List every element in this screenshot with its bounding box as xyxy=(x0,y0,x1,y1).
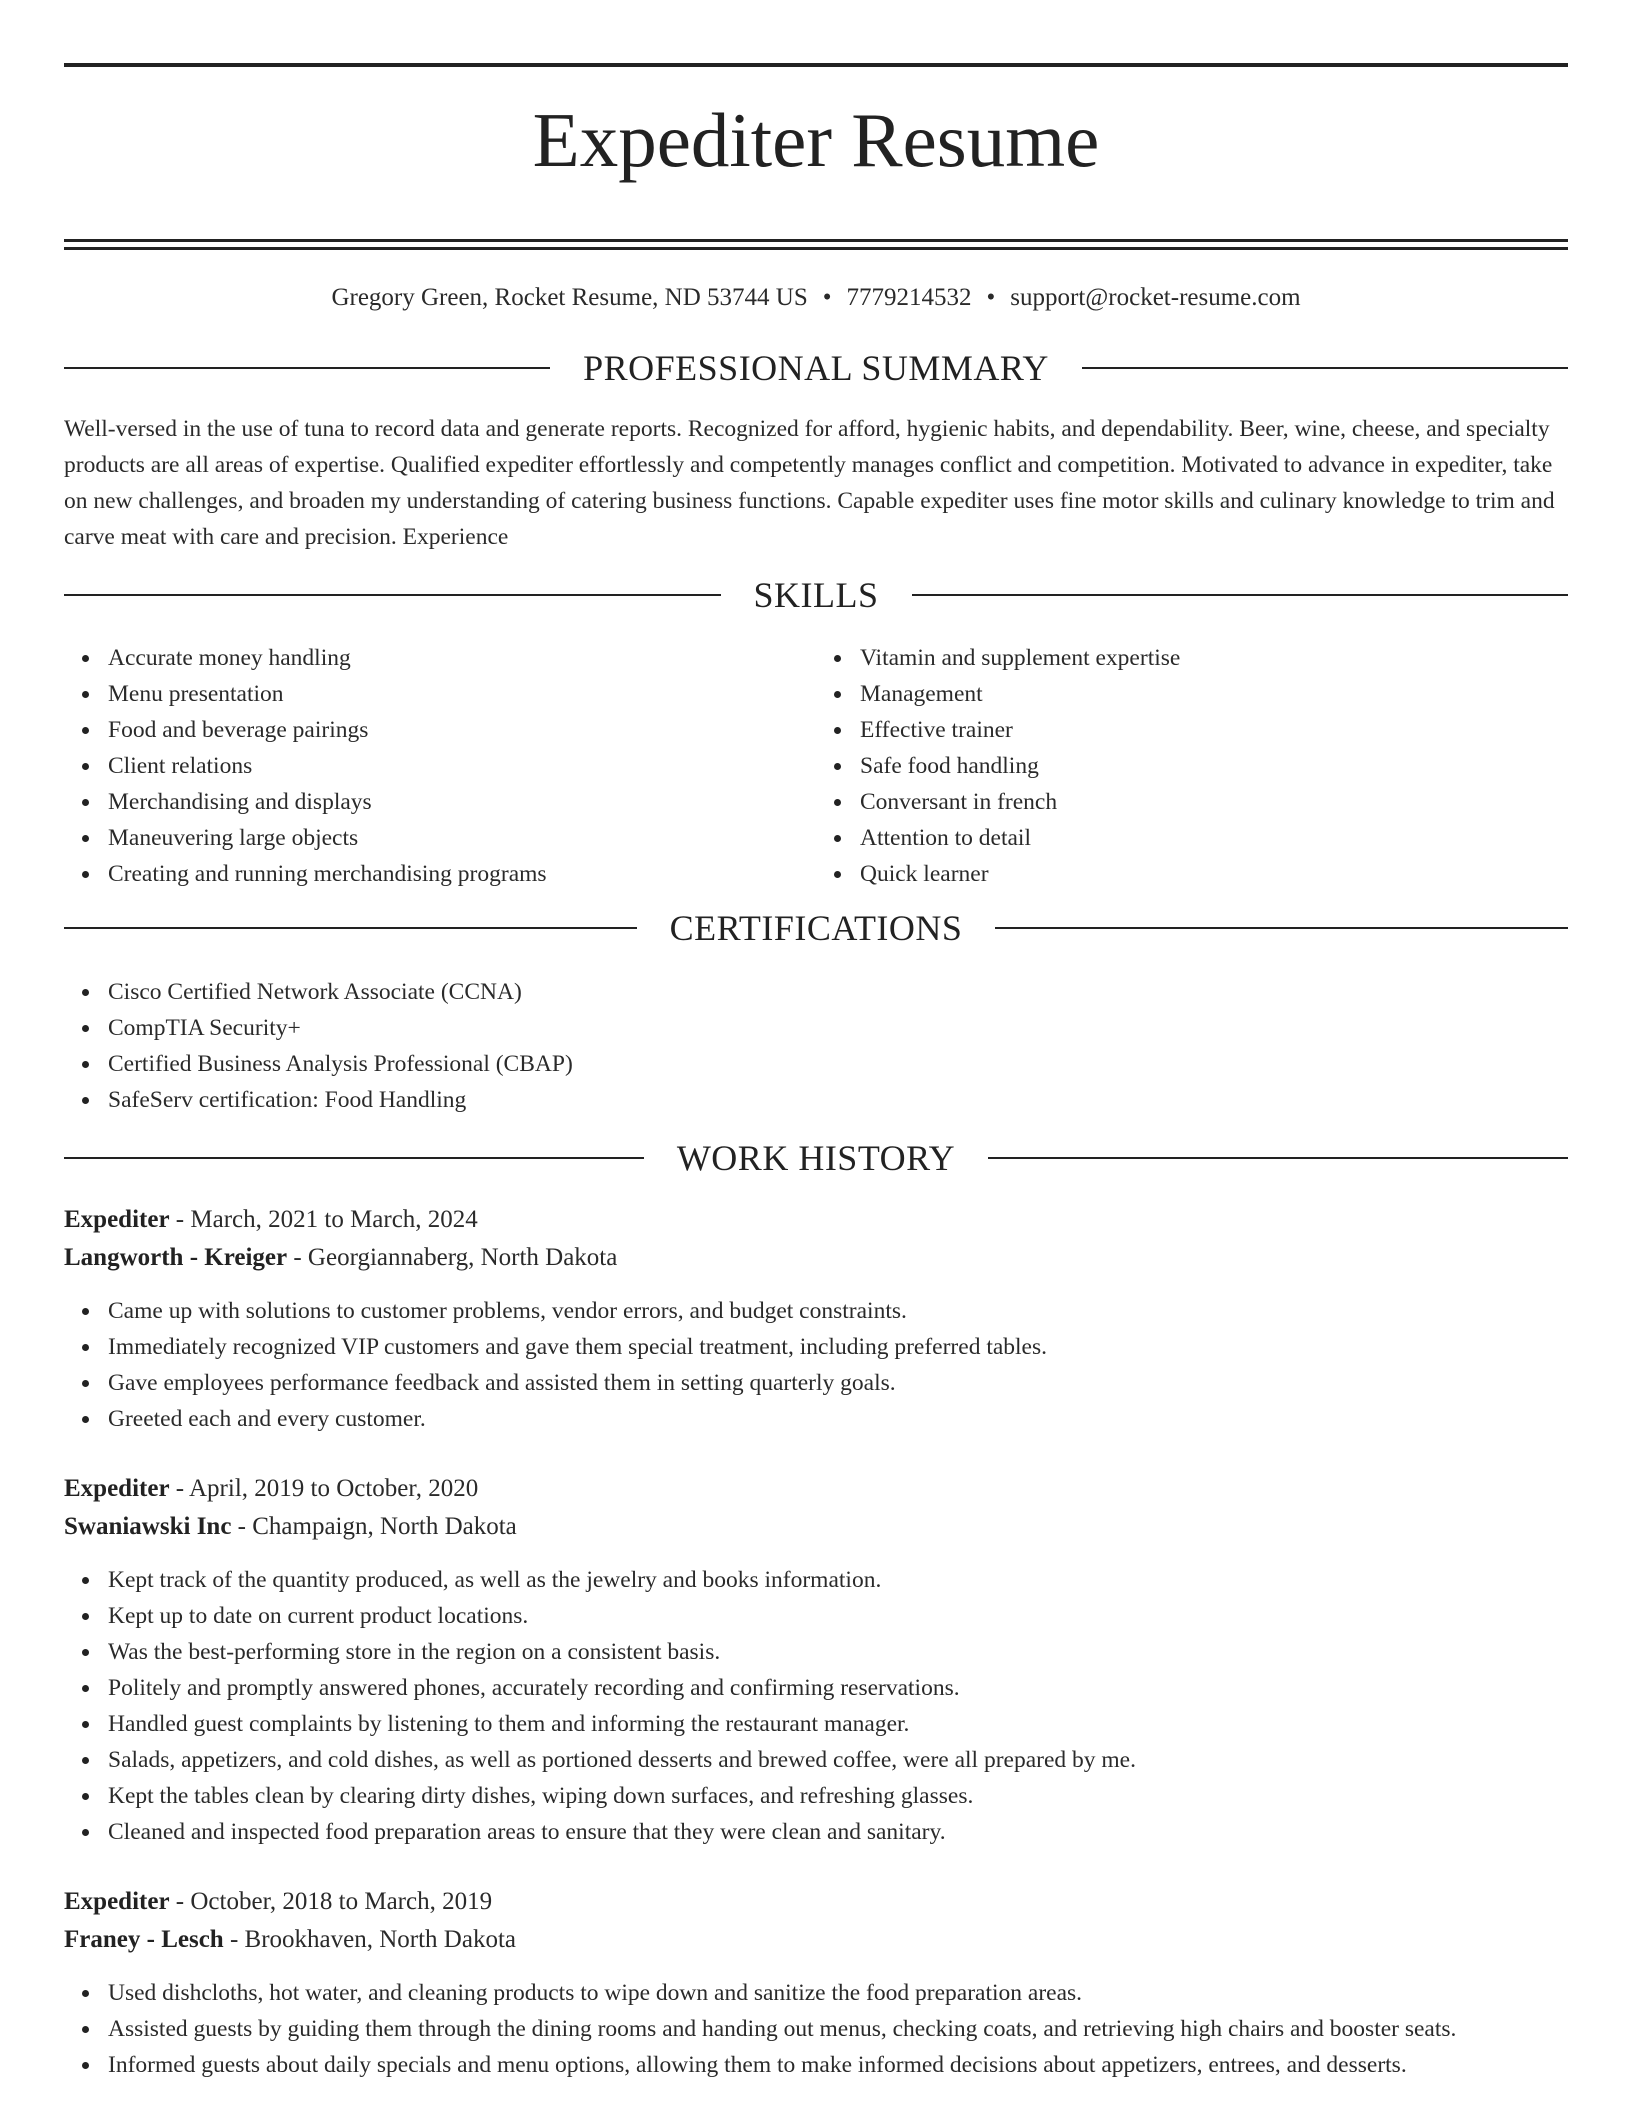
job-title: Expediter xyxy=(64,1887,170,1915)
heading-rule-left xyxy=(64,594,721,596)
heading-rule-right xyxy=(995,927,1568,929)
resume-title: Expediter Resume xyxy=(532,97,1100,183)
job-bullet: Kept the tables clean by clearing dirty dishes, wiping down surfaces, and refreshing glasses. xyxy=(108,1778,1568,1814)
job-entry xyxy=(64,1201,1568,1437)
certification-item: CompTIA Security+ xyxy=(108,1010,1568,1046)
certifications-heading xyxy=(64,903,1568,953)
top-rule xyxy=(64,63,1568,67)
job-bullet: Handled guest complaints by listening to them and informing the restaurant manager. xyxy=(108,1706,1568,1742)
job-company-line xyxy=(64,1508,1568,1546)
heading-rule-left xyxy=(64,1157,644,1159)
heading-rule-left xyxy=(64,927,637,929)
skill-item: Effective trainer xyxy=(860,712,1568,748)
job-company-line xyxy=(64,1239,1568,1277)
job-bullet: Politely and promptly answered phones, accurately recording and confirming reservations. xyxy=(108,1670,1568,1706)
skill-item: Safe food handling xyxy=(860,748,1568,784)
job-location: - Champaign, North Dakota xyxy=(231,1512,517,1540)
heading-rule-right xyxy=(1082,367,1568,369)
skill-item: Conversant in french xyxy=(860,784,1568,820)
job-location: - Georgiannaberg, North Dakota xyxy=(287,1243,618,1271)
job-bullet: Greeted each and every customer. xyxy=(108,1401,1568,1437)
job-bullet: Salads, appetizers, and cold dishes, as well as portioned desserts and brewed coffee, were all prepared by me. xyxy=(108,1742,1568,1778)
job-location: - Brookhaven, North Dakota xyxy=(223,1925,516,1953)
job-bullet: Assisted guests by guiding them through the dining rooms and handing out menus, checking coats, and retrieving high chairs and booster seats. xyxy=(108,2011,1568,2047)
summary-heading xyxy=(64,343,1568,393)
skill-item: Client relations xyxy=(108,748,816,784)
contact-phone: 7779214532 xyxy=(846,283,972,311)
contact-email: support@rocket-resume.com xyxy=(1010,283,1301,311)
job-title-line xyxy=(64,1883,1568,1921)
skill-item: Quick learner xyxy=(860,856,1568,892)
job-bullet: Came up with solutions to customer problems, vendor errors, and budget constraints. xyxy=(108,1293,1568,1329)
job-bullet: Was the best-performing store in the region on a consistent basis. xyxy=(108,1634,1568,1670)
work-history-heading xyxy=(64,1133,1568,1183)
job-bullets xyxy=(64,1562,1568,1850)
contact-address: Gregory Green, Rocket Resume, ND 53744 US xyxy=(331,283,808,311)
skills-list-right xyxy=(816,640,1568,892)
heading-rule-left xyxy=(64,367,550,369)
work-history-heading-label: WORK HISTORY xyxy=(676,1137,956,1178)
job-bullet: Cleaned and inspected food preparation areas to ensure that they were clean and sanitary. xyxy=(108,1814,1568,1850)
job-bullet: Kept up to date on current product locations. xyxy=(108,1598,1568,1634)
skill-item: Attention to detail xyxy=(860,820,1568,856)
certifications-list xyxy=(64,974,1568,1118)
skill-item: Accurate money handling xyxy=(108,640,816,676)
job-company: Swaniawski Inc xyxy=(64,1512,232,1540)
summary-text: Well-versed in the use of tuna to record data and generate reports. Recognized for afford, hygienic habits, and dependability. Beer, wine, cheese, and specialty products are all areas of expertise. Qualified expediter effortlessly and competently manages conflict and competition. Motivated to advance in expediter, take on new challenges, and broaden my understanding of catering business functions. Capable expediter uses fine motor skills and culinary knowledge to trim and carve meat with care and precision. Experience xyxy=(64,415,1555,550)
job-bullet: Gave employees performance feedback and assisted them in setting quarterly goals. xyxy=(108,1365,1568,1401)
job-entry xyxy=(64,1470,1568,1850)
contact-separator: • xyxy=(822,283,832,311)
certification-item: Certified Business Analysis Professional (CBAP) xyxy=(108,1046,1568,1082)
job-title: Expediter xyxy=(64,1205,170,1233)
skill-item: Food and beverage pairings xyxy=(108,712,816,748)
contact-line xyxy=(64,283,1568,313)
skill-item: Creating and running merchandising programs xyxy=(108,856,816,892)
skill-item: Vitamin and supplement expertise xyxy=(860,640,1568,676)
summary-heading-label: PROFESSIONAL SUMMARY xyxy=(583,347,1049,388)
contact-separator: • xyxy=(986,283,996,311)
job-title: Expediter xyxy=(64,1474,170,1502)
skills-heading xyxy=(64,570,1568,620)
job-title-line xyxy=(64,1470,1568,1508)
skill-item: Merchandising and displays xyxy=(108,784,816,820)
job-title-line xyxy=(64,1201,1568,1239)
certification-item: SafeServ certification: Food Handling xyxy=(108,1082,1568,1118)
title-double-rule xyxy=(64,239,1568,250)
job-dates: - October, 2018 to March, 2019 xyxy=(169,1887,493,1915)
job-company: Franey - Lesch xyxy=(64,1925,224,1953)
skills-columns xyxy=(64,640,1568,892)
skills-list-left xyxy=(64,640,816,892)
job-dates: - March, 2021 to March, 2024 xyxy=(169,1205,478,1233)
heading-rule-right xyxy=(988,1157,1568,1159)
heading-rule-right xyxy=(912,594,1569,596)
skill-item: Maneuvering large objects xyxy=(108,820,816,856)
job-bullets xyxy=(64,1975,1568,2083)
job-entry xyxy=(64,1883,1568,2083)
job-bullet: Kept track of the quantity produced, as well as the jewelry and books information. xyxy=(108,1562,1568,1598)
certifications-heading-label: CERTIFICATIONS xyxy=(669,907,963,948)
job-bullet: Immediately recognized VIP customers and gave them special treatment, including preferred tables. xyxy=(108,1329,1568,1365)
skill-item: Management xyxy=(860,676,1568,712)
job-company-line xyxy=(64,1921,1568,1959)
job-bullet: Used dishcloths, hot water, and cleaning products to wipe down and sanitize the food preparation areas. xyxy=(108,1975,1568,2011)
certification-item: Cisco Certified Network Associate (CCNA) xyxy=(108,974,1568,1010)
skills-heading-label: SKILLS xyxy=(753,574,879,615)
job-company: Langworth - Kreiger xyxy=(64,1243,288,1271)
job-bullet: Informed guests about daily specials and menu options, allowing them to make informed decisions about appetizers, entrees, and desserts. xyxy=(108,2047,1568,2083)
skill-item: Menu presentation xyxy=(108,676,816,712)
job-dates: - April, 2019 to October, 2020 xyxy=(169,1474,479,1502)
job-bullets xyxy=(64,1293,1568,1437)
